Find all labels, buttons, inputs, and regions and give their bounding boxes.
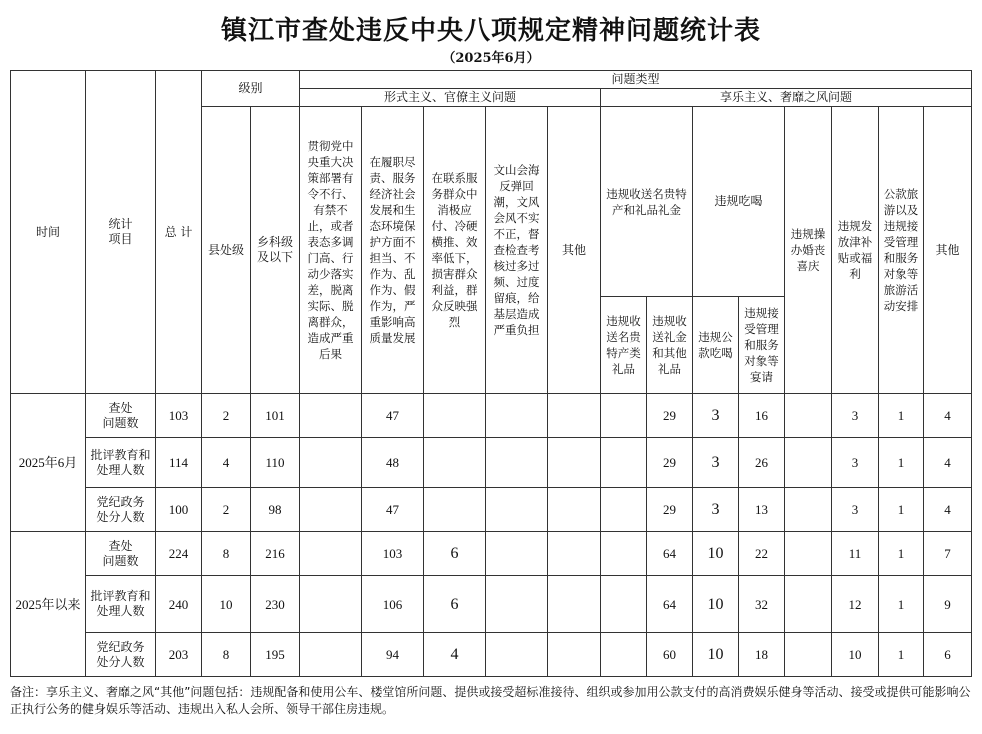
cell-dine2: 22 xyxy=(739,532,785,576)
row-item-label: 批评教育和 处理人数 xyxy=(86,438,156,488)
cell-travel: 1 xyxy=(879,394,924,438)
cell-f2: 48 xyxy=(362,438,424,488)
cell-subsidy: 3 xyxy=(832,394,879,438)
cell-f2: 94 xyxy=(362,633,424,677)
cell-f4 xyxy=(486,438,548,488)
table-row xyxy=(11,576,972,633)
cell-f3 xyxy=(424,394,486,438)
cell-dine1: 10 xyxy=(693,532,739,576)
cell-f1 xyxy=(300,394,362,438)
page-title: 镇江市查处违反中央八项规定精神问题统计表 xyxy=(220,16,761,46)
cell-total: 224 xyxy=(156,532,202,576)
cell-wedding xyxy=(785,394,832,438)
cell-f4 xyxy=(486,532,548,576)
cell-gift2: 29 xyxy=(647,438,693,488)
cell-township: 110 xyxy=(251,438,300,488)
cell-total: 114 xyxy=(156,438,202,488)
cell-dine1: 10 xyxy=(693,633,739,677)
row-group-time: 2025年6月 xyxy=(11,394,86,532)
header-time: 时间 xyxy=(11,71,86,394)
cell-wedding xyxy=(785,438,832,488)
cell-gift2: 29 xyxy=(647,488,693,532)
cell-f1 xyxy=(300,633,362,677)
cell-f-other xyxy=(548,438,601,488)
cell-gift2: 29 xyxy=(647,394,693,438)
cell-township: 195 xyxy=(251,633,300,677)
table-row xyxy=(11,394,972,438)
header-problem-type: 问题类型 xyxy=(300,71,972,89)
cell-f4 xyxy=(486,394,548,438)
table-row xyxy=(11,438,972,488)
cell-f3 xyxy=(424,438,486,488)
header-travel: 公款旅游以及违规接受管理和服务对象等旅游活动安排 xyxy=(879,107,924,394)
cell-f1 xyxy=(300,438,362,488)
cell-f-other xyxy=(548,532,601,576)
cell-f-other xyxy=(548,576,601,633)
cell-f1 xyxy=(300,576,362,633)
cell-dine2: 26 xyxy=(739,438,785,488)
header-formalism-service: 在联系服务群众中消极应付、冷硬横推、效率低下，损害群众利益，群众反映强烈 xyxy=(424,107,486,394)
cell-gift1 xyxy=(601,633,647,677)
header-level: 级别 xyxy=(202,71,300,107)
header-gift-money: 违规收送礼金和其他礼品 xyxy=(647,297,693,394)
row-item-label: 查处 问题数 xyxy=(86,394,156,438)
cell-subsidy: 3 xyxy=(832,438,879,488)
header-formalism-other: 其他 xyxy=(548,107,601,394)
cell-gift1 xyxy=(601,576,647,633)
cell-gift1 xyxy=(601,438,647,488)
header-dine-banquet: 违规接受管理和服务对象等宴请 xyxy=(739,297,785,394)
cell-f1 xyxy=(300,532,362,576)
cell-township: 216 xyxy=(251,532,300,576)
cell-f4 xyxy=(486,576,548,633)
cell-h-other: 4 xyxy=(924,488,972,532)
header-hedonism: 享乐主义、奢靡之风问题 xyxy=(601,89,972,107)
cell-county: 10 xyxy=(202,576,251,633)
cell-h-other: 9 xyxy=(924,576,972,633)
cell-dine1: 3 xyxy=(693,488,739,532)
header-dine-public: 违规公款吃喝 xyxy=(693,297,739,394)
cell-f1 xyxy=(300,488,362,532)
cell-wedding xyxy=(785,488,832,532)
header-item: 统计 项目 xyxy=(86,71,156,394)
cell-f3: 6 xyxy=(424,532,486,576)
cell-gift1 xyxy=(601,488,647,532)
header-hedonism-other: 其他 xyxy=(924,107,972,394)
header-level-county: 县处级 xyxy=(202,107,251,394)
cell-f3 xyxy=(424,488,486,532)
cell-h-other: 4 xyxy=(924,394,972,438)
cell-dine2: 16 xyxy=(739,394,785,438)
table-row xyxy=(11,633,972,677)
cell-dine2: 13 xyxy=(739,488,785,532)
header-formalism-decision: 贯彻党中央重大决策部署有令不行、有禁不止，或者表态多调门高、行动少落实差，脱离实际、脱离群众，造成严重后果 xyxy=(300,107,362,394)
cell-f-other xyxy=(548,633,601,677)
header-wedding: 违规操办婚丧喜庆 xyxy=(785,107,832,394)
statistics-table xyxy=(10,70,972,677)
cell-f2: 103 xyxy=(362,532,424,576)
cell-travel: 1 xyxy=(879,438,924,488)
cell-county: 8 xyxy=(202,532,251,576)
row-item-label: 党纪政务 处分人数 xyxy=(86,488,156,532)
cell-dine2: 18 xyxy=(739,633,785,677)
header-total: 总 计 xyxy=(156,71,202,394)
cell-wedding xyxy=(785,633,832,677)
header-dine: 违规吃喝 xyxy=(693,107,785,297)
row-group-time: 2025年以来 xyxy=(11,532,86,677)
cell-gift1 xyxy=(601,394,647,438)
cell-wedding xyxy=(785,576,832,633)
cell-f4 xyxy=(486,488,548,532)
cell-f3: 6 xyxy=(424,576,486,633)
cell-travel: 1 xyxy=(879,532,924,576)
cell-township: 230 xyxy=(251,576,300,633)
header-gift: 违规收送名贵特产和礼品礼金 xyxy=(601,107,693,297)
cell-county: 8 xyxy=(202,633,251,677)
cell-county: 2 xyxy=(202,394,251,438)
cell-f-other xyxy=(548,488,601,532)
cell-travel: 1 xyxy=(879,488,924,532)
cell-total: 240 xyxy=(156,576,202,633)
cell-f2: 106 xyxy=(362,576,424,633)
cell-wedding xyxy=(785,532,832,576)
table-row xyxy=(11,532,972,576)
cell-f4 xyxy=(486,633,548,677)
cell-travel: 1 xyxy=(879,633,924,677)
header-subsidy: 违规发放津补贴或福利 xyxy=(832,107,879,394)
cell-township: 98 xyxy=(251,488,300,532)
cell-dine2: 32 xyxy=(739,576,785,633)
cell-total: 103 xyxy=(156,394,202,438)
cell-h-other: 6 xyxy=(924,633,972,677)
cell-subsidy: 12 xyxy=(832,576,879,633)
cell-h-other: 7 xyxy=(924,532,972,576)
cell-subsidy: 10 xyxy=(832,633,879,677)
header-formalism-meetings: 文山会海反弹回潮，文风会风不实不正，督查检查考核过多过频、过度留痕，给基层造成严重负担 xyxy=(486,107,548,394)
header-formalism-duty: 在履职尽责、服务经济社会发展和生态环境保护方面不担当、不作为、乱作为、假作为，严重影响高质量发展 xyxy=(362,107,424,394)
cell-dine1: 3 xyxy=(693,394,739,438)
cell-dine1: 10 xyxy=(693,576,739,633)
cell-subsidy: 11 xyxy=(832,532,879,576)
cell-f2: 47 xyxy=(362,488,424,532)
cell-h-other: 4 xyxy=(924,438,972,488)
row-item-label: 党纪政务 处分人数 xyxy=(86,633,156,677)
cell-gift2: 64 xyxy=(647,576,693,633)
cell-f2: 47 xyxy=(362,394,424,438)
footnote: 备注：享乐主义、奢靡之风“其他”问题包括：违规配备和使用公车、楼堂馆所问题、提供或接受超标准接待、组织或参加用公款支付的高消费娱乐健身等活动、接受或提供可能影响公正执行公务的健身娱乐等活动、违规出入私人会所、领导干部住房违规。 xyxy=(10,685,971,716)
cell-travel: 1 xyxy=(879,576,924,633)
cell-county: 2 xyxy=(202,488,251,532)
cell-dine1: 3 xyxy=(693,438,739,488)
cell-total: 100 xyxy=(156,488,202,532)
row-item-label: 批评教育和 处理人数 xyxy=(86,576,156,633)
table-row xyxy=(11,488,972,532)
cell-f3: 4 xyxy=(424,633,486,677)
cell-subsidy: 3 xyxy=(832,488,879,532)
cell-township: 101 xyxy=(251,394,300,438)
row-item-label: 查处 问题数 xyxy=(86,532,156,576)
header-level-township: 乡科级 及以下 xyxy=(251,107,300,394)
cell-f-other xyxy=(548,394,601,438)
cell-total: 203 xyxy=(156,633,202,677)
header-formalism: 形式主义、官僚主义问题 xyxy=(300,89,601,107)
cell-gift1 xyxy=(601,532,647,576)
cell-gift2: 64 xyxy=(647,532,693,576)
page-subtitle: （2025年6月） xyxy=(442,51,540,66)
cell-gift2: 60 xyxy=(647,633,693,677)
header-gift-specialty: 违规收送名贵特产类礼品 xyxy=(601,297,647,394)
cell-county: 4 xyxy=(202,438,251,488)
